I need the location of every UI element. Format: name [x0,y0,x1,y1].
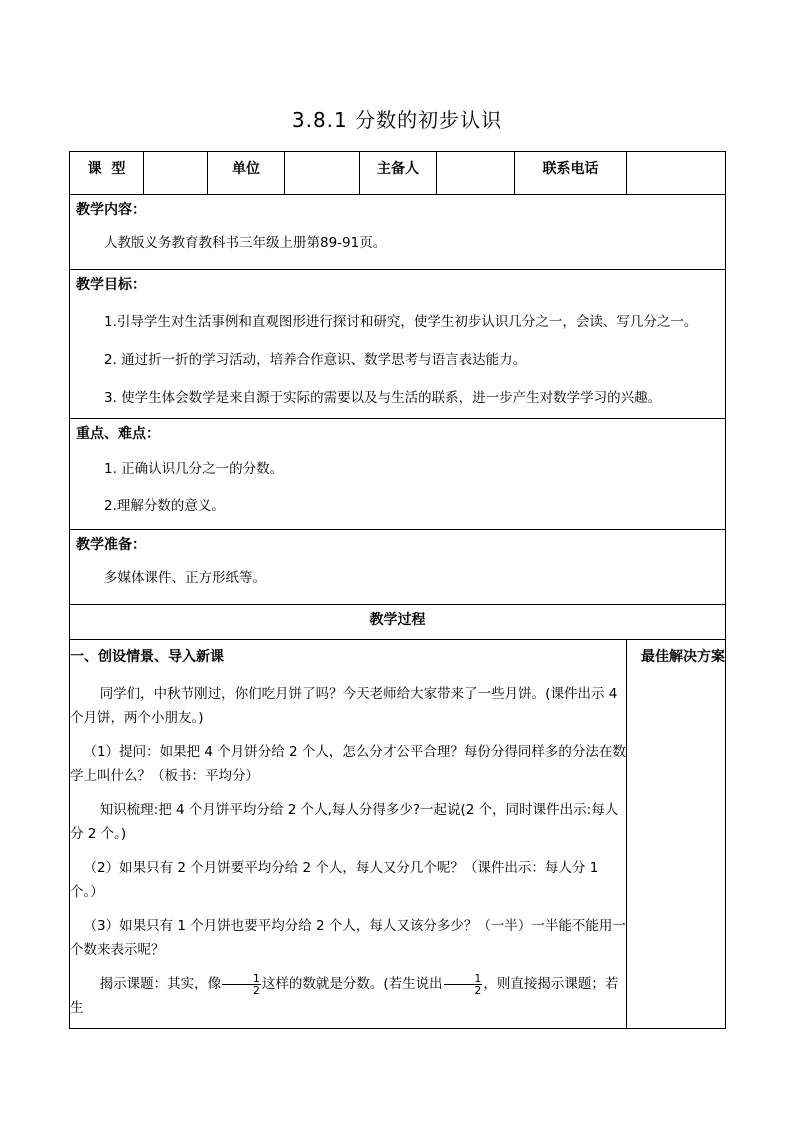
last-part1: 揭示课题：其实，像 [99,976,222,992]
objectives-heading: 教学目标： [76,277,146,293]
keypoint-item: 2.理解分数的意义。 [104,498,225,514]
unit-value [285,152,360,195]
course-type-value [144,152,208,195]
process-paragraph: （3）如果只有 1 个月饼也要平均分给 2 个人，每人又该分多少？（一半）一半能不能用一个数来表示呢？ [70,918,626,958]
objective-item: 3. 使学生体会数学是来自源于实际的需要以及与生活的联系，进一步产生对数学学习的兴趣。 [104,390,662,406]
unit-label: 单位 [208,152,285,195]
keypoints-row [70,419,726,530]
phone-label: 联系电话 [515,152,627,195]
fraction-numerator: 1 [222,973,261,985]
side-heading: 最佳解决方案 [641,649,725,665]
process-row [70,640,726,1029]
objective-item: 2. 通过折一折的学习活动，培养合作意识、数学思考与语言表达能力。 [104,352,527,368]
preparer-label: 主备人 [360,152,437,195]
page-title: 3.8.1 分数的初步认识 [291,108,503,132]
header-row [70,152,726,195]
objectives-row [70,270,726,419]
preparation-text: 多媒体课件、正方形纸等。 [104,570,266,586]
keypoints-heading: 重点、难点： [76,426,160,442]
lesson-plan-table [69,151,726,1029]
preparer-value [437,152,515,195]
content-text: 人教版义务教育教科书三年级上册第89-91页。 [104,235,387,251]
fraction-one-half [222,973,261,996]
phone-value [627,152,726,195]
content-heading: 教学内容： [76,202,146,218]
last-part2: 这样的数就是分数。(若生说出 [261,976,443,992]
fraction-numerator: 1 [444,973,483,985]
process-heading-row [70,605,726,640]
fraction-denominator: 2 [252,983,260,997]
preparation-heading: 教学准备： [76,537,146,553]
process-paragraph: （2）如果只有 2 个月饼要平均分给 2 个人，每人又分几个呢？（课件出示：每人分 1 个。） [70,860,599,900]
process-paragraph: 同学们，中秋节刚过，你们吃月饼了吗？今天老师给大家带来了一些月饼。(课件出示 4个月饼，两个小朋友。) [70,686,618,726]
process-paragraph-last [70,972,626,1020]
objective-item: 1.引导学生对生活事例和直观图形进行探讨和研究，使学生初步认识几分之一，会读、写几分之一。 [104,314,698,330]
process-paragraph: （1）提问：如果把 4 个月饼分给 2 个人，怎么分才公平合理？每份分得同样多的分法在数学上叫什么？（板书：平均分） [70,744,626,784]
course-type-label: 课 型 [70,152,144,195]
fraction-denominator: 2 [474,983,482,997]
keypoint-item: 1. 正确认识几分之一的分数。 [104,461,284,477]
process-heading: 教学过程 [369,612,426,628]
last-part3: ，则直接揭示课题；若生 [70,976,619,1016]
process-paragraph: 知识梳理:把 4 个月饼平均分给 2 个人,每人分得多少?一起说(2 个，同时课件出示:每人分 2 个。) [70,802,619,842]
preparation-row [70,530,726,605]
fraction-one-half [444,973,483,996]
content-row [70,195,726,270]
section-title: 一、创设情景、导入新课 [70,649,224,665]
